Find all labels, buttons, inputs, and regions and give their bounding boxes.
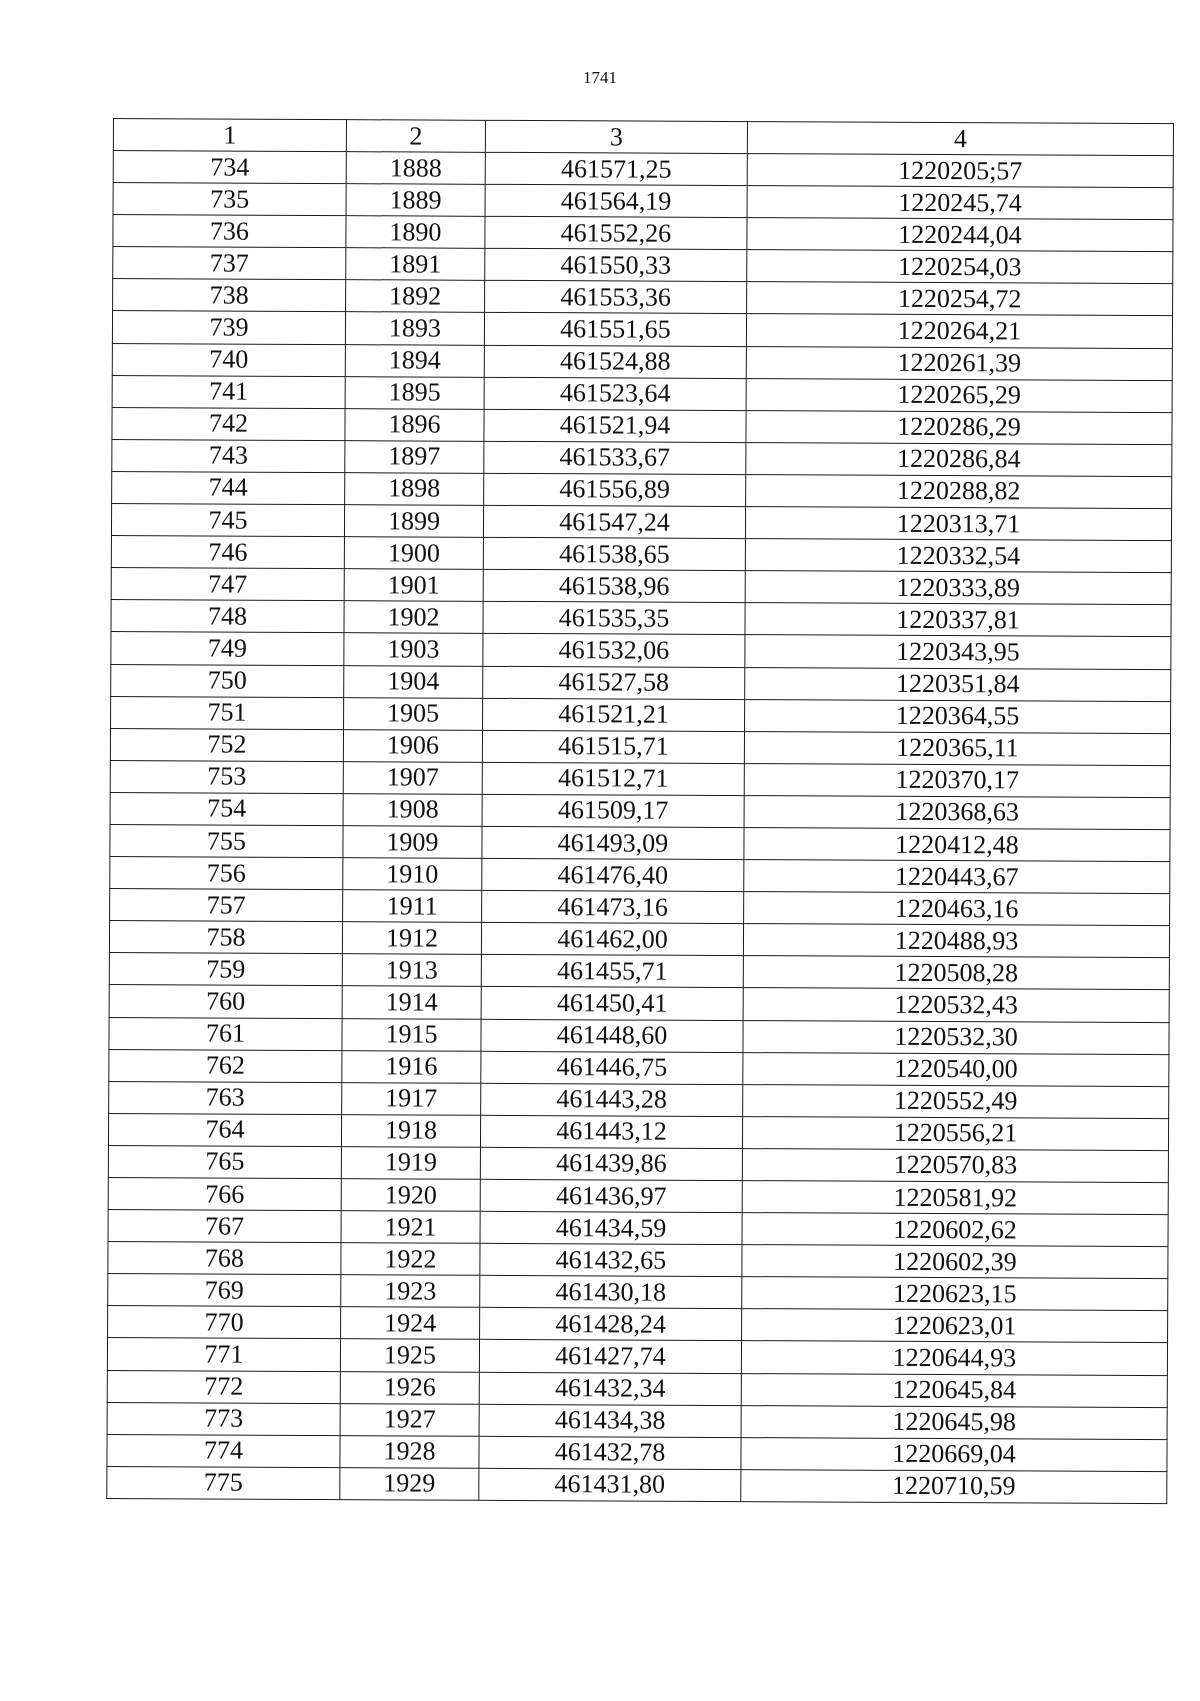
table-row xyxy=(110,760,1170,797)
column-header: 2 xyxy=(346,120,485,153)
x-coordinate-cell: 461427,74 xyxy=(479,1340,741,1373)
table-row xyxy=(112,407,1172,444)
x-coordinate-cell: 461538,96 xyxy=(483,570,745,603)
table-row xyxy=(111,600,1171,637)
y-coordinate-cell: 1220581,92 xyxy=(742,1181,1168,1215)
vertex-number-cell: 1906 xyxy=(343,729,482,762)
vertex-number-cell: 1889 xyxy=(346,184,485,217)
vertex-number-cell: 1900 xyxy=(344,537,483,570)
vertex-number-cell: 1917 xyxy=(342,1082,481,1115)
point-number-cell: 764 xyxy=(108,1113,341,1146)
vertex-number-cell: 1904 xyxy=(344,665,483,698)
x-coordinate-cell: 461550,33 xyxy=(485,249,747,282)
y-coordinate-cell: 1220556,21 xyxy=(742,1116,1168,1150)
point-number-cell: 746 xyxy=(111,536,344,569)
x-coordinate-cell: 461523,64 xyxy=(484,377,746,410)
y-coordinate-cell: 1220623,01 xyxy=(742,1309,1168,1343)
point-number-cell: 745 xyxy=(111,504,344,537)
y-coordinate-cell: 1220370,17 xyxy=(744,763,1170,797)
point-number-cell: 734 xyxy=(113,151,346,184)
x-coordinate-cell: 461551,65 xyxy=(484,313,746,346)
point-number-cell: 748 xyxy=(111,600,344,633)
table-row xyxy=(107,1466,1167,1503)
table-row xyxy=(109,953,1169,990)
y-coordinate-cell: 1220552,49 xyxy=(743,1084,1169,1118)
x-coordinate-cell: 461512,71 xyxy=(482,762,744,795)
table-row xyxy=(107,1338,1167,1375)
vertex-number-cell: 1915 xyxy=(342,1018,481,1051)
point-number-cell: 735 xyxy=(113,183,346,216)
point-number-cell: 754 xyxy=(110,792,343,825)
x-coordinate-cell: 461521,94 xyxy=(484,409,746,442)
y-coordinate-cell: 1220254,72 xyxy=(747,282,1173,316)
point-number-cell: 737 xyxy=(113,247,346,280)
table-row xyxy=(113,247,1173,284)
point-number-cell: 738 xyxy=(113,279,346,312)
table-row xyxy=(112,311,1172,348)
x-coordinate-cell: 461552,26 xyxy=(485,217,747,250)
table-row xyxy=(108,1177,1168,1214)
vertex-number-cell: 1918 xyxy=(341,1114,480,1147)
table-row xyxy=(110,889,1170,926)
table-row xyxy=(111,504,1171,541)
vertex-number-cell: 1924 xyxy=(341,1307,480,1340)
point-number-cell: 758 xyxy=(109,921,342,954)
point-number-cell: 740 xyxy=(112,343,345,376)
table-row xyxy=(108,1306,1168,1343)
vertex-number-cell: 1902 xyxy=(344,601,483,634)
x-coordinate-cell: 461439,86 xyxy=(480,1147,742,1180)
table-row xyxy=(111,568,1171,605)
vertex-number-cell: 1903 xyxy=(344,633,483,666)
y-coordinate-cell: 1220645,84 xyxy=(741,1373,1167,1407)
x-coordinate-cell: 461533,67 xyxy=(484,441,746,474)
table-row xyxy=(110,824,1170,861)
point-number-cell: 774 xyxy=(107,1434,340,1467)
vertex-number-cell: 1926 xyxy=(340,1371,479,1404)
vertex-number-cell: 1919 xyxy=(341,1147,480,1180)
point-number-cell: 736 xyxy=(113,215,346,248)
point-number-cell: 770 xyxy=(108,1306,341,1339)
x-coordinate-cell: 461532,06 xyxy=(483,634,745,667)
y-coordinate-cell: 1220351,84 xyxy=(745,667,1171,701)
table-row xyxy=(110,792,1170,829)
vertex-number-cell: 1905 xyxy=(344,697,483,730)
y-coordinate-cell: 1220623,15 xyxy=(742,1277,1168,1311)
table-row xyxy=(109,985,1169,1022)
point-number-cell: 761 xyxy=(109,1017,342,1050)
point-number-cell: 762 xyxy=(109,1049,342,1082)
vertex-number-cell: 1899 xyxy=(344,505,483,538)
point-number-cell: 743 xyxy=(112,439,345,472)
table-row xyxy=(108,1145,1168,1182)
table-row xyxy=(113,215,1173,252)
table-row xyxy=(107,1434,1167,1471)
y-coordinate-cell: 1220333,89 xyxy=(745,571,1171,605)
x-coordinate-cell: 461521,21 xyxy=(483,698,745,731)
vertex-number-cell: 1925 xyxy=(340,1339,479,1372)
table-row xyxy=(109,1049,1169,1086)
vertex-number-cell: 1896 xyxy=(345,408,484,441)
table-row xyxy=(108,1242,1168,1279)
y-coordinate-cell: 1220265,29 xyxy=(746,378,1172,412)
vertex-number-cell: 1910 xyxy=(343,858,482,891)
vertex-number-cell: 1913 xyxy=(342,954,481,987)
x-coordinate-cell: 461547,24 xyxy=(483,505,745,538)
point-number-cell: 739 xyxy=(112,311,345,344)
y-coordinate-cell: 1220261,39 xyxy=(746,346,1172,380)
x-coordinate-cell: 461571,25 xyxy=(485,152,747,185)
point-number-cell: 757 xyxy=(110,889,343,922)
vertex-number-cell: 1898 xyxy=(345,473,484,506)
y-coordinate-cell: 1220254,03 xyxy=(747,250,1173,284)
y-coordinate-cell: 1220532,30 xyxy=(743,1020,1169,1054)
y-coordinate-cell: 1220488,93 xyxy=(743,924,1169,958)
vertex-number-cell: 1895 xyxy=(345,376,484,409)
table-row xyxy=(110,728,1170,765)
x-coordinate-cell: 461434,59 xyxy=(480,1211,742,1244)
point-number-cell: 769 xyxy=(108,1274,341,1307)
x-coordinate-cell: 461443,28 xyxy=(481,1083,743,1116)
point-number-cell: 750 xyxy=(111,664,344,697)
table-row xyxy=(113,183,1173,220)
table-row xyxy=(110,857,1170,894)
table-row xyxy=(109,921,1169,958)
table-row xyxy=(107,1370,1167,1407)
y-coordinate-cell: 1220412,48 xyxy=(744,828,1170,862)
coordinates-table xyxy=(106,118,1174,1504)
point-number-cell: 752 xyxy=(110,728,343,761)
table-row xyxy=(111,696,1171,733)
vertex-number-cell: 1916 xyxy=(342,1050,481,1083)
table-row xyxy=(111,536,1171,573)
vertex-number-cell: 1929 xyxy=(340,1467,479,1500)
vertex-number-cell: 1894 xyxy=(345,344,484,377)
x-coordinate-cell: 461515,71 xyxy=(482,730,744,763)
point-number-cell: 759 xyxy=(109,953,342,986)
y-coordinate-cell: 1220602,39 xyxy=(742,1245,1168,1279)
y-coordinate-cell: 1220332,54 xyxy=(745,539,1171,573)
x-coordinate-cell: 461430,18 xyxy=(480,1276,742,1309)
x-coordinate-cell: 461436,97 xyxy=(480,1179,742,1212)
point-number-cell: 747 xyxy=(111,568,344,601)
table-row xyxy=(112,375,1172,412)
y-coordinate-cell: 1220570,83 xyxy=(742,1148,1168,1182)
table-row xyxy=(113,279,1173,316)
vertex-number-cell: 1897 xyxy=(345,440,484,473)
y-coordinate-cell: 1220364,55 xyxy=(745,699,1171,733)
point-number-cell: 753 xyxy=(110,760,343,793)
y-coordinate-cell: 1220337,81 xyxy=(745,603,1171,637)
table-row xyxy=(111,632,1171,669)
x-coordinate-cell: 461535,35 xyxy=(483,602,745,635)
x-coordinate-cell: 461473,16 xyxy=(482,890,744,923)
y-coordinate-cell: 1220532,43 xyxy=(743,988,1169,1022)
table-row xyxy=(108,1274,1168,1311)
point-number-cell: 763 xyxy=(109,1081,342,1114)
x-coordinate-cell: 461476,40 xyxy=(482,858,744,891)
table-header xyxy=(113,119,1173,156)
point-number-cell: 741 xyxy=(112,375,345,408)
point-number-cell: 765 xyxy=(108,1145,341,1178)
vertex-number-cell: 1920 xyxy=(341,1179,480,1212)
point-number-cell: 751 xyxy=(111,696,344,729)
y-coordinate-cell: 1220365,11 xyxy=(744,731,1170,765)
y-coordinate-cell: 1220245,74 xyxy=(747,186,1173,220)
vertex-number-cell: 1927 xyxy=(340,1403,479,1436)
x-coordinate-cell: 461446,75 xyxy=(481,1051,743,1084)
x-coordinate-cell: 461432,65 xyxy=(480,1243,742,1276)
y-coordinate-cell: 1220645,98 xyxy=(741,1405,1167,1439)
y-coordinate-cell: 1220264,21 xyxy=(746,314,1172,348)
x-coordinate-cell: 461432,78 xyxy=(479,1436,741,1469)
table-row xyxy=(109,1081,1169,1118)
point-number-cell: 775 xyxy=(107,1466,340,1499)
column-header: 4 xyxy=(747,122,1173,156)
table-row xyxy=(113,151,1173,188)
y-coordinate-cell: 1220286,29 xyxy=(746,410,1172,444)
point-number-cell: 772 xyxy=(107,1370,340,1403)
x-coordinate-cell: 461428,24 xyxy=(480,1308,742,1341)
table-row xyxy=(108,1210,1168,1247)
x-coordinate-cell: 461432,34 xyxy=(479,1372,741,1405)
x-coordinate-cell: 461564,19 xyxy=(485,184,747,217)
y-coordinate-cell: 1220508,28 xyxy=(743,956,1169,990)
x-coordinate-cell: 461434,38 xyxy=(479,1404,741,1437)
x-coordinate-cell: 461431,80 xyxy=(479,1468,741,1501)
table-row xyxy=(112,439,1172,476)
x-coordinate-cell: 461493,09 xyxy=(482,826,744,859)
point-number-cell: 742 xyxy=(112,407,345,440)
vertex-number-cell: 1908 xyxy=(343,794,482,827)
vertex-number-cell: 1891 xyxy=(346,248,485,281)
y-coordinate-cell: 1220644,93 xyxy=(741,1341,1167,1375)
x-coordinate-cell: 461455,71 xyxy=(481,955,743,988)
table-row xyxy=(108,1113,1168,1150)
page-number: 1741 xyxy=(583,68,617,87)
x-coordinate-cell: 461443,12 xyxy=(480,1115,742,1148)
table-row xyxy=(112,471,1172,508)
vertex-number-cell: 1890 xyxy=(346,216,485,249)
y-coordinate-cell: 1220286,84 xyxy=(746,442,1172,476)
x-coordinate-cell: 461556,89 xyxy=(484,473,746,506)
table-body xyxy=(107,151,1174,1504)
vertex-number-cell: 1928 xyxy=(340,1435,479,1468)
vertex-number-cell: 1911 xyxy=(343,890,482,923)
point-number-cell: 744 xyxy=(112,471,345,504)
x-coordinate-cell: 461450,41 xyxy=(481,987,743,1020)
x-coordinate-cell: 461527,58 xyxy=(483,666,745,699)
y-coordinate-cell: 1220368,63 xyxy=(744,795,1170,829)
y-coordinate-cell: 1220443,67 xyxy=(744,860,1170,894)
y-coordinate-cell: 1220602,62 xyxy=(742,1213,1168,1247)
x-coordinate-cell: 461462,00 xyxy=(481,923,743,956)
vertex-number-cell: 1921 xyxy=(341,1211,480,1244)
x-coordinate-cell: 461448,60 xyxy=(481,1019,743,1052)
y-coordinate-cell: 1220710,59 xyxy=(741,1469,1167,1503)
table-row xyxy=(112,343,1172,380)
vertex-number-cell: 1888 xyxy=(346,152,485,185)
y-coordinate-cell: 1220669,04 xyxy=(741,1437,1167,1471)
y-coordinate-cell: 1220313,71 xyxy=(745,507,1171,541)
y-coordinate-cell: 1220463,16 xyxy=(744,892,1170,926)
column-header: 1 xyxy=(113,119,346,152)
point-number-cell: 749 xyxy=(111,632,344,665)
point-number-cell: 773 xyxy=(107,1402,340,1435)
y-coordinate-cell: 1220343,95 xyxy=(745,635,1171,669)
vertex-number-cell: 1912 xyxy=(342,922,481,955)
vertex-number-cell: 1923 xyxy=(341,1275,480,1308)
y-coordinate-cell: 1220540,00 xyxy=(743,1052,1169,1086)
y-coordinate-cell: 1220244,04 xyxy=(747,218,1173,252)
y-coordinate-cell: 1220288,82 xyxy=(746,475,1172,509)
y-coordinate-cell: 1220205;57 xyxy=(747,154,1173,188)
point-number-cell: 755 xyxy=(110,824,343,857)
table-row xyxy=(107,1402,1167,1439)
point-number-cell: 766 xyxy=(108,1177,341,1210)
point-number-cell: 771 xyxy=(107,1338,340,1371)
point-number-cell: 767 xyxy=(108,1210,341,1243)
vertex-number-cell: 1893 xyxy=(345,312,484,345)
vertex-number-cell: 1907 xyxy=(343,761,482,794)
vertex-number-cell: 1901 xyxy=(344,569,483,602)
vertex-number-cell: 1892 xyxy=(346,280,485,313)
vertex-number-cell: 1909 xyxy=(343,826,482,859)
point-number-cell: 756 xyxy=(110,857,343,890)
x-coordinate-cell: 461524,88 xyxy=(484,345,746,378)
table-header-row xyxy=(113,119,1173,156)
x-coordinate-cell: 461538,65 xyxy=(483,537,745,570)
point-number-cell: 768 xyxy=(108,1242,341,1275)
vertex-number-cell: 1922 xyxy=(341,1243,480,1276)
table-row xyxy=(109,1017,1169,1054)
x-coordinate-cell: 461553,36 xyxy=(485,281,747,314)
point-number-cell: 760 xyxy=(109,985,342,1018)
vertex-number-cell: 1914 xyxy=(342,986,481,1019)
column-header: 3 xyxy=(485,120,747,153)
x-coordinate-cell: 461509,17 xyxy=(482,794,744,827)
table-row xyxy=(111,664,1171,701)
